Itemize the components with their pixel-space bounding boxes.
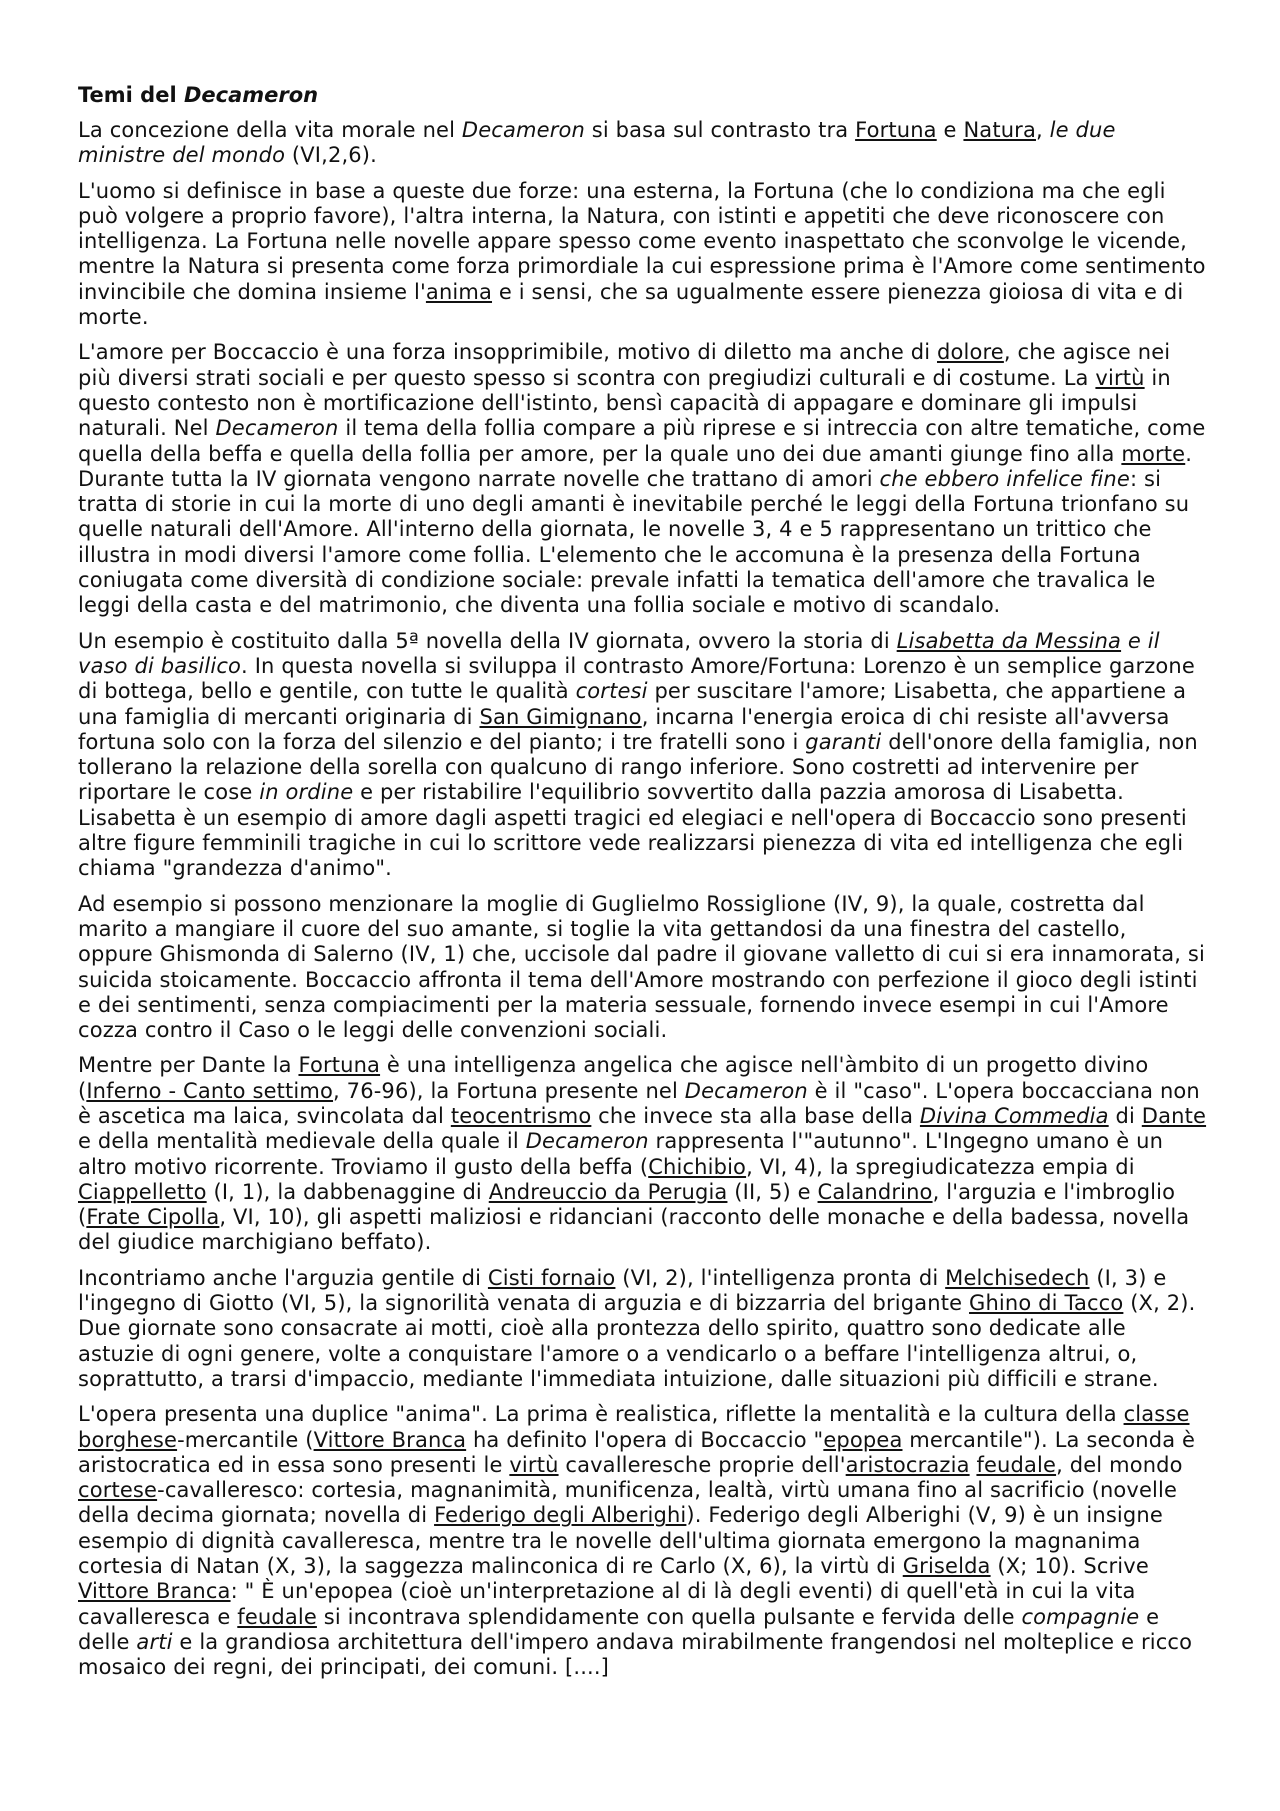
link-aristocrazia[interactable]: aristocrazia: [845, 1452, 970, 1477]
link-feudale[interactable]: feudale: [976, 1452, 1057, 1477]
document-page: [78, 82, 1208, 1691]
paragraph-4: Un esempio è costituito dalla 5ª novella della IV giornata, ovvero la storia di Lisabetta da Messina e il vaso di basilico. In questa novella si sviluppa il contrasto Amore/Fortuna: Lorenzo è un semplice garzone di bottega, bello e gentile, con tutte le qualità cortesi per suscitare l'amore; Lisabetta, che appartiene a una famiglia di mercanti originaria di San Gimignano, incarna l'energia eroica di chi resiste all'avversa fortuna solo con la forza del silenzio e del pianto; i tre fratelli sono i garanti dell'onore della famiglia, non tollerano la relazione della sorella con qualcuno di rango inferiore. Sono costretti ad intervenire per riportare le cose in ordine e per ristabilire l'equilibrio sovvertito dalla pazzia amorosa di Lisabetta. Lisabetta è un esempio di amore dagli aspetti tragici ed elegiaci e nell'opera di Boccaccio sono presenti altre figure femminili tragiche in cui lo scrittore vede realizzarsi pienezza di vita ed intelligenza che egli chiama "grandezza d'animo".: [78, 628, 1198, 881]
link-fortuna[interactable]: Fortuna: [855, 118, 937, 142]
link-classe[interactable]: classe: [1123, 1402, 1190, 1427]
paragraph-5: Ad esempio si possono menzionare la moglie di Guglielmo Rossiglione (IV, 9), la quale, costretta dal marito a mangiare il cuore del suo amante, si toglie la vita gettandosi da una finestra del castello, oppure Ghismonda di Salerno (IV, 1) che, uccisole dal padre il giovane valletto di cui si era innamorata, si suicida stoicamente. Boccaccio affronta il tema dell'Amore mostrando con perfezione il gioco degli istinti e dei sentimenti, senza compiacimenti per la materia sessuale, fornendo invece esempi in cui l'Amore cozza contro il Caso o le leggi delle convenzioni sociali.: [78, 891, 1205, 1043]
link-lisabetta-da-messina[interactable]: Lisabetta da Messina: [896, 628, 1122, 653]
link-morte[interactable]: morte: [1121, 441, 1186, 466]
link-virtu-cavalleresche[interactable]: virtù: [509, 1452, 559, 1477]
paragraph-3: L'amore per Boccaccio è una forza insopprimibile, motivo di diletto ma anche di dolore, che agisce nei più diversi strati sociali e per questo spesso si scontra con pregiudizi culturali e di costume. La virtù in questo contesto non è mortificazione dell'istinto, bensì capacità di appagare e dominare gli impulsi naturali. Nel Decameron il tema della follia compare a più riprese e si intreccia con altre tematiche, come quella della beffa e quella della follia per amore, per la quale uno dei due amanti giunge fino alla morte. Durante tutta la IV giornata vengono narrate novelle che trattano di amori che ebbero infelice fine: si tratta di storie in cui la morte di uno degli amanti è inevitabile perché le leggi della Fortuna trionfano su quelle naturali dell'Amore. All'interno della giornata, le novelle 3, 4 e 5 rappresentano un trittico che illustra in modi diversi l'amore come follia. L'elemento che le accomuna è la presenza della Fortuna coniugata come diversità di condizione sociale: prevale infatti la tematica dell'amore che travalica le leggi della casta e del matrimonio, che diventa una follia sociale e motivo di scandalo.: [78, 340, 1206, 618]
link-vittore-branca-2[interactable]: Vittore Branca: [78, 1579, 231, 1604]
link-melchisedech[interactable]: Melchisedech: [945, 1265, 1090, 1290]
link-vittore-branca[interactable]: Vittore Branca: [313, 1427, 467, 1452]
link-ghino-di-tacco[interactable]: Ghino di Tacco: [969, 1291, 1124, 1316]
paragraph-6: Mentre per Dante la Fortuna è una intelligenza angelica che agisce nell'àmbito di un progetto divino (Inferno - Canto settimo, 76-96), la Fortuna presente nel Decameron è il "caso". L'opera boccacciana non è ascetica ma laica, svincolata dal teocentrismo che invece sta alla base della Divina Commedia di Dante e della mentalità medievale della quale il Decameron rappresenta l'"autunno". L'Ingegno umano è un altro motivo ricorrente. Troviamo il gusto della beffa (Chichibio, VI, 4), la spregiudicatezza empia di Ciappelletto (I, 1), la dabbenaggine di Andreuccio da Perugia (II, 5) e Calandrino, l'arguzia e l'imbroglio (Frate Cipolla, VI, 10), gli aspetti maliziosi e ridanciani (racconto delle monache e della badessa, novella del giudice marchigiano beffato).: [78, 1053, 1207, 1255]
link-dolore[interactable]: dolore: [937, 340, 1004, 365]
paragraph-1: La concezione della vita morale nel Decameron si basa sul contrasto tra Fortuna e Natura, le due ministre del mondo (VI,2,6).: [78, 118, 1116, 168]
paragraph-2: L'uomo si definisce in base a queste due forze: una esterna, la Fortuna (che lo condiziona ma che egli può volgere a proprio favore), l'altra interna, la Natura, con istinti e appetiti che deve riconoscere con intelligenza. La Fortuna nelle novelle appare spesso come evento inaspettato che sconvolge le vicende, mentre la Natura si presenta come forza primordiale la cui espressione prima è l'Amore come sentimento invincibile che domina insieme l'anima e i sensi, che sa ugualmente essere pienezza gioiosa di vita e di morte.: [78, 178, 1206, 330]
paragraph-7: Incontriamo anche l'arguzia gentile di Cisti fornaio (VI, 2), l'intelligenza pronta di Melchisedech (I, 3) e l'ingegno di Giotto (VI, 5), la signorilità venata di arguzia e di bizzarria del brigante Ghino di Tacco (X, 2). Due giornate sono consacrate ai motti, cioè alla prontezza dello spirito, quattro sono dedicate alle astuzie di ogni genere, volte a conquistare l'amore o a vendicarlo o a beffare l'intelligenza altrui, o, soprattutto, a trarsi d'impaccio, mediante l'immediata intuizione, dalle situazioni più difficili e strane.: [78, 1265, 1196, 1391]
link-cisti-fornaio[interactable]: Cisti fornaio: [487, 1265, 616, 1290]
link-feudale-2[interactable]: feudale: [237, 1604, 317, 1629]
link-virtu[interactable]: virtù: [1095, 365, 1145, 390]
link-chichibio[interactable]: Chichibio: [648, 1154, 747, 1179]
link-federigo-degli-alberighi[interactable]: Federigo degli Alberighi: [434, 1503, 687, 1528]
link-dante[interactable]: Dante: [1141, 1103, 1207, 1128]
link-anima[interactable]: anima: [425, 279, 493, 304]
link-epopea[interactable]: epopea: [823, 1427, 903, 1452]
link-borghese[interactable]: borghese: [78, 1427, 178, 1452]
link-inferno-canto-settimo[interactable]: Inferno - Canto settimo: [86, 1078, 334, 1103]
link-san-gimignano[interactable]: San Gimignano: [479, 704, 642, 729]
link-calandrino[interactable]: Calandrino: [817, 1179, 933, 1204]
link-frate-cipolla[interactable]: Frate Cipolla: [86, 1205, 220, 1230]
page-title: Temi del Decameron: [78, 83, 319, 107]
link-griselda[interactable]: Griselda: [902, 1554, 991, 1579]
link-andreuccio-da-perugia[interactable]: Andreuccio da Perugia: [488, 1179, 728, 1204]
link-fortuna-dante[interactable]: Fortuna: [298, 1053, 381, 1078]
link-teocentrismo[interactable]: teocentrismo: [450, 1103, 592, 1128]
link-divina-commedia[interactable]: Divina Commedia: [919, 1103, 1109, 1128]
link-natura[interactable]: Natura: [963, 118, 1036, 142]
link-cortese[interactable]: cortese: [78, 1478, 158, 1503]
link-ciappelletto[interactable]: Ciappelletto: [78, 1179, 207, 1204]
paragraph-8: L'opera presenta una duplice "anima". La prima è realistica, riflette la mentalità e la cultura della classe borghese-mercantile (Vittore Branca ha definito l'opera di Boccaccio "epopea mercantile"). La seconda è aristocratica ed in essa sono presenti le virtù cavalleresche proprie dell'aristocrazia feudale, del mondo cortese-cavalleresco: cortesia, magnanimità, munificenza, lealtà, virtù umana fino al sacrificio (novelle della decima giornata; novella di Federigo degli Alberighi). Federigo degli Alberighi (V, 9) è un insigne esempio di dignità cavalleresca, mentre tra le novelle dell'ultima giornata emergono la magnanima cortesia di Natan (X, 3), la saggezza malinconica di re Carlo (X, 6), la virtù di Griselda (X; 10). Scrive Vittore Branca: " È un'epopea (cioè un'interpretazione al di là degli eventi) di quell'età in cui la vita cavalleresca e feudale si incontrava splendidamente con quella pulsante e fervida delle compagnie e delle arti e la grandiosa architettura dell'impero andava mirabilmente frangendosi nel molteplice e ricco mosaico dei regni, dei principati, dei comuni. [....]: [78, 1402, 1196, 1680]
